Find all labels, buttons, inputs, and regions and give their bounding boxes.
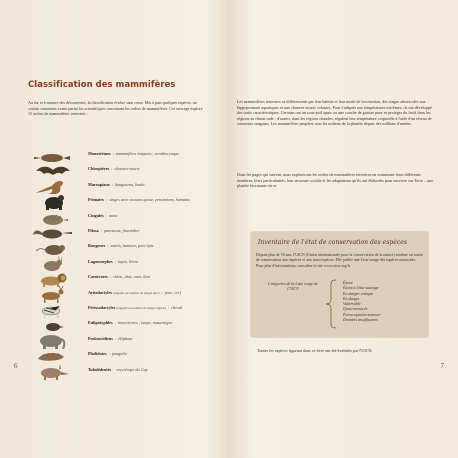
order-name: Périssodactyles [88, 305, 116, 310]
order-name: Lagomorphes [88, 258, 113, 264]
order-entry: Primates : singes avec ou sans queue, prosimiens, humains [88, 197, 190, 203]
red-list-category: Préoccupation mineure [343, 311, 381, 317]
red-list-label: Catégories de la Liste rouge de l'UICN [267, 281, 319, 291]
order-examples: chien, chat, ours, lion [113, 274, 150, 280]
section-heading: Classification des mammifères [28, 79, 176, 89]
order-name: Carnivores [88, 274, 108, 280]
brace-icon [325, 279, 337, 329]
order-entry: Rongeurs : souris, hamster, porc-épic [88, 243, 154, 249]
order-examples: paresseux, fourmilier [103, 228, 140, 233]
iucn-info-box [251, 232, 428, 337]
order-name: Primates [88, 197, 105, 203]
order-note: (ongulés au nombre de doigts impair) [116, 306, 167, 310]
order-examples: mammifères ovipares ; ornithorynque [115, 151, 179, 156]
order-examples: lapin, lièvre [117, 258, 139, 264]
red-list-category: Éteint [343, 280, 353, 285]
order-examples: kangourou, koala [115, 181, 145, 187]
order-examples: souris, hamster, porc-épic [110, 243, 154, 249]
order-name: Monotrèmes [88, 151, 111, 156]
order-row [30, 362, 220, 380]
iucn-note: Toutes les espèces figurant dans ce livre ont été évaluées par l'UICN. [257, 348, 373, 353]
order-examples: cheval [171, 305, 183, 310]
red-list-category: Quasi menacée [343, 306, 368, 312]
order-name: Tubulidentés [88, 366, 112, 372]
order-entry: Carnivores : chien, chat, ours, lion [88, 274, 150, 280]
order-name: Rongeurs [88, 243, 106, 249]
order-name: Proboscidiens [88, 335, 113, 341]
order-name: Cingulés [88, 212, 104, 218]
order-entry: Eulipotyphles : insectivores ; taupe, musaraigne [88, 320, 173, 326]
order-entry: Marsupiaux : kangourou, koala [88, 181, 145, 187]
order-name: Eulipotyphles [88, 320, 113, 326]
order-entry: Pholidotes : pangolin [88, 351, 127, 357]
order-note: (ongulés au nombre de doigts pair) [112, 290, 160, 295]
order-entry: Tubulidentés : oryctérope du Cap [88, 366, 148, 372]
red-list-category: Données insuffisantes [343, 316, 378, 322]
order-examples: porc, cerf [164, 289, 181, 295]
page-number-left: 6 [14, 362, 18, 370]
habitat-paragraph: Les mammifères terrestres se différencient par leur habitat et leur mode de locomotion, des singes arboricoles aux hippopotames aquatiques et aux chauves-souris volantes. Pour s'adapter aux températures extrêmes, ils ont développé des traits caractéristiques. Certains ont un sous-poil épais ou une couche de graisse pour se protéger du froid dans les régions au climat rude ; d'autres, dans les régions chaudes, régulent leur température corporelle à l'aide d'un réseau de vaisseaux sanguins. Les mammifères peuplent tous les milieux de la planète depuis des millions d'années. [237, 99, 432, 127]
aardvark-icon [30, 363, 76, 380]
order-name: Chiroptères [88, 166, 110, 172]
order-examples: insectivores ; taupe, musaraigne [117, 320, 173, 326]
order-entry: Cingulés : tatou [88, 212, 118, 218]
order-examples: éléphant [118, 335, 133, 341]
order-entry: Lagomorphes : lapin, lièvre [88, 258, 139, 264]
order-entry: Artiodactyles(ongulés au nombre de doigts pair) : porc, cerf [88, 289, 181, 295]
order-entry: Proboscidiens : éléphant [88, 335, 133, 341]
order-name: Artiodactyles [88, 289, 112, 295]
order-entry: Monotrèmes : mammifères ovipares ; ornithorynque [88, 151, 179, 156]
mammal-order-list [30, 146, 220, 376]
red-list-category: Éteint à l'état sauvage [343, 285, 379, 291]
intro-paragraph: Au fur et à mesure des découvertes, la classification évolue sans cesse. Mis à part quelques espèces, un certain consensus existe parmi les scientifiques concernant les ordres de mammifères. Cet ouvrage explore 15 ordres de mammifères terrestres : [28, 100, 203, 117]
order-name: Pholidotes [88, 351, 107, 357]
overview-paragraph: Dans les pages qui suivent, nous explorerons les ordres de mammifères terrestres en examinant leurs différents membres, leurs particularités, leur structure sociale et les adaptations qu'ils ont élaborées pour survivre sur Terre – une planète fascinante où se [237, 172, 433, 189]
order-examples: tatou [108, 212, 118, 218]
red-list-category: En danger [343, 295, 360, 301]
right-page [229, 0, 458, 458]
order-examples: singes avec ou sans queue, prosimiens, humains [109, 197, 190, 203]
red-list-category: En danger critique [343, 290, 374, 296]
order-entry: Périssodactyles(ongulés au nombre de doigts impair) : cheval [88, 305, 183, 310]
order-name: Pilosa [88, 228, 99, 233]
red-list-categories [343, 280, 423, 322]
order-examples: oryctérope du Cap [116, 366, 148, 372]
order-name: Marsupiaux [88, 181, 110, 187]
info-box-title: Inventaire de l'état de conservation des espèces [258, 239, 407, 246]
page-number-right: 7 [440, 362, 444, 370]
order-entry: Pilosa : paresseux, fourmilier [88, 228, 140, 233]
order-examples: chauves-souris [114, 166, 140, 172]
order-examples: pangolin [111, 351, 127, 357]
red-list-category: Vulnérable [343, 301, 361, 306]
order-entry: Chiroptères : chauves-souris [88, 166, 140, 172]
info-box-text: Depuis plus de 50 ans, l'UICN (Union internationale pour la conservation de la nature) attribue un statut de conservation aux espèces et aux sous-espèces. Elle publie une Liste rouge des espèces menacées. Pour plus d'informations, consultez le site www.uicn.org/fr [256, 252, 423, 268]
